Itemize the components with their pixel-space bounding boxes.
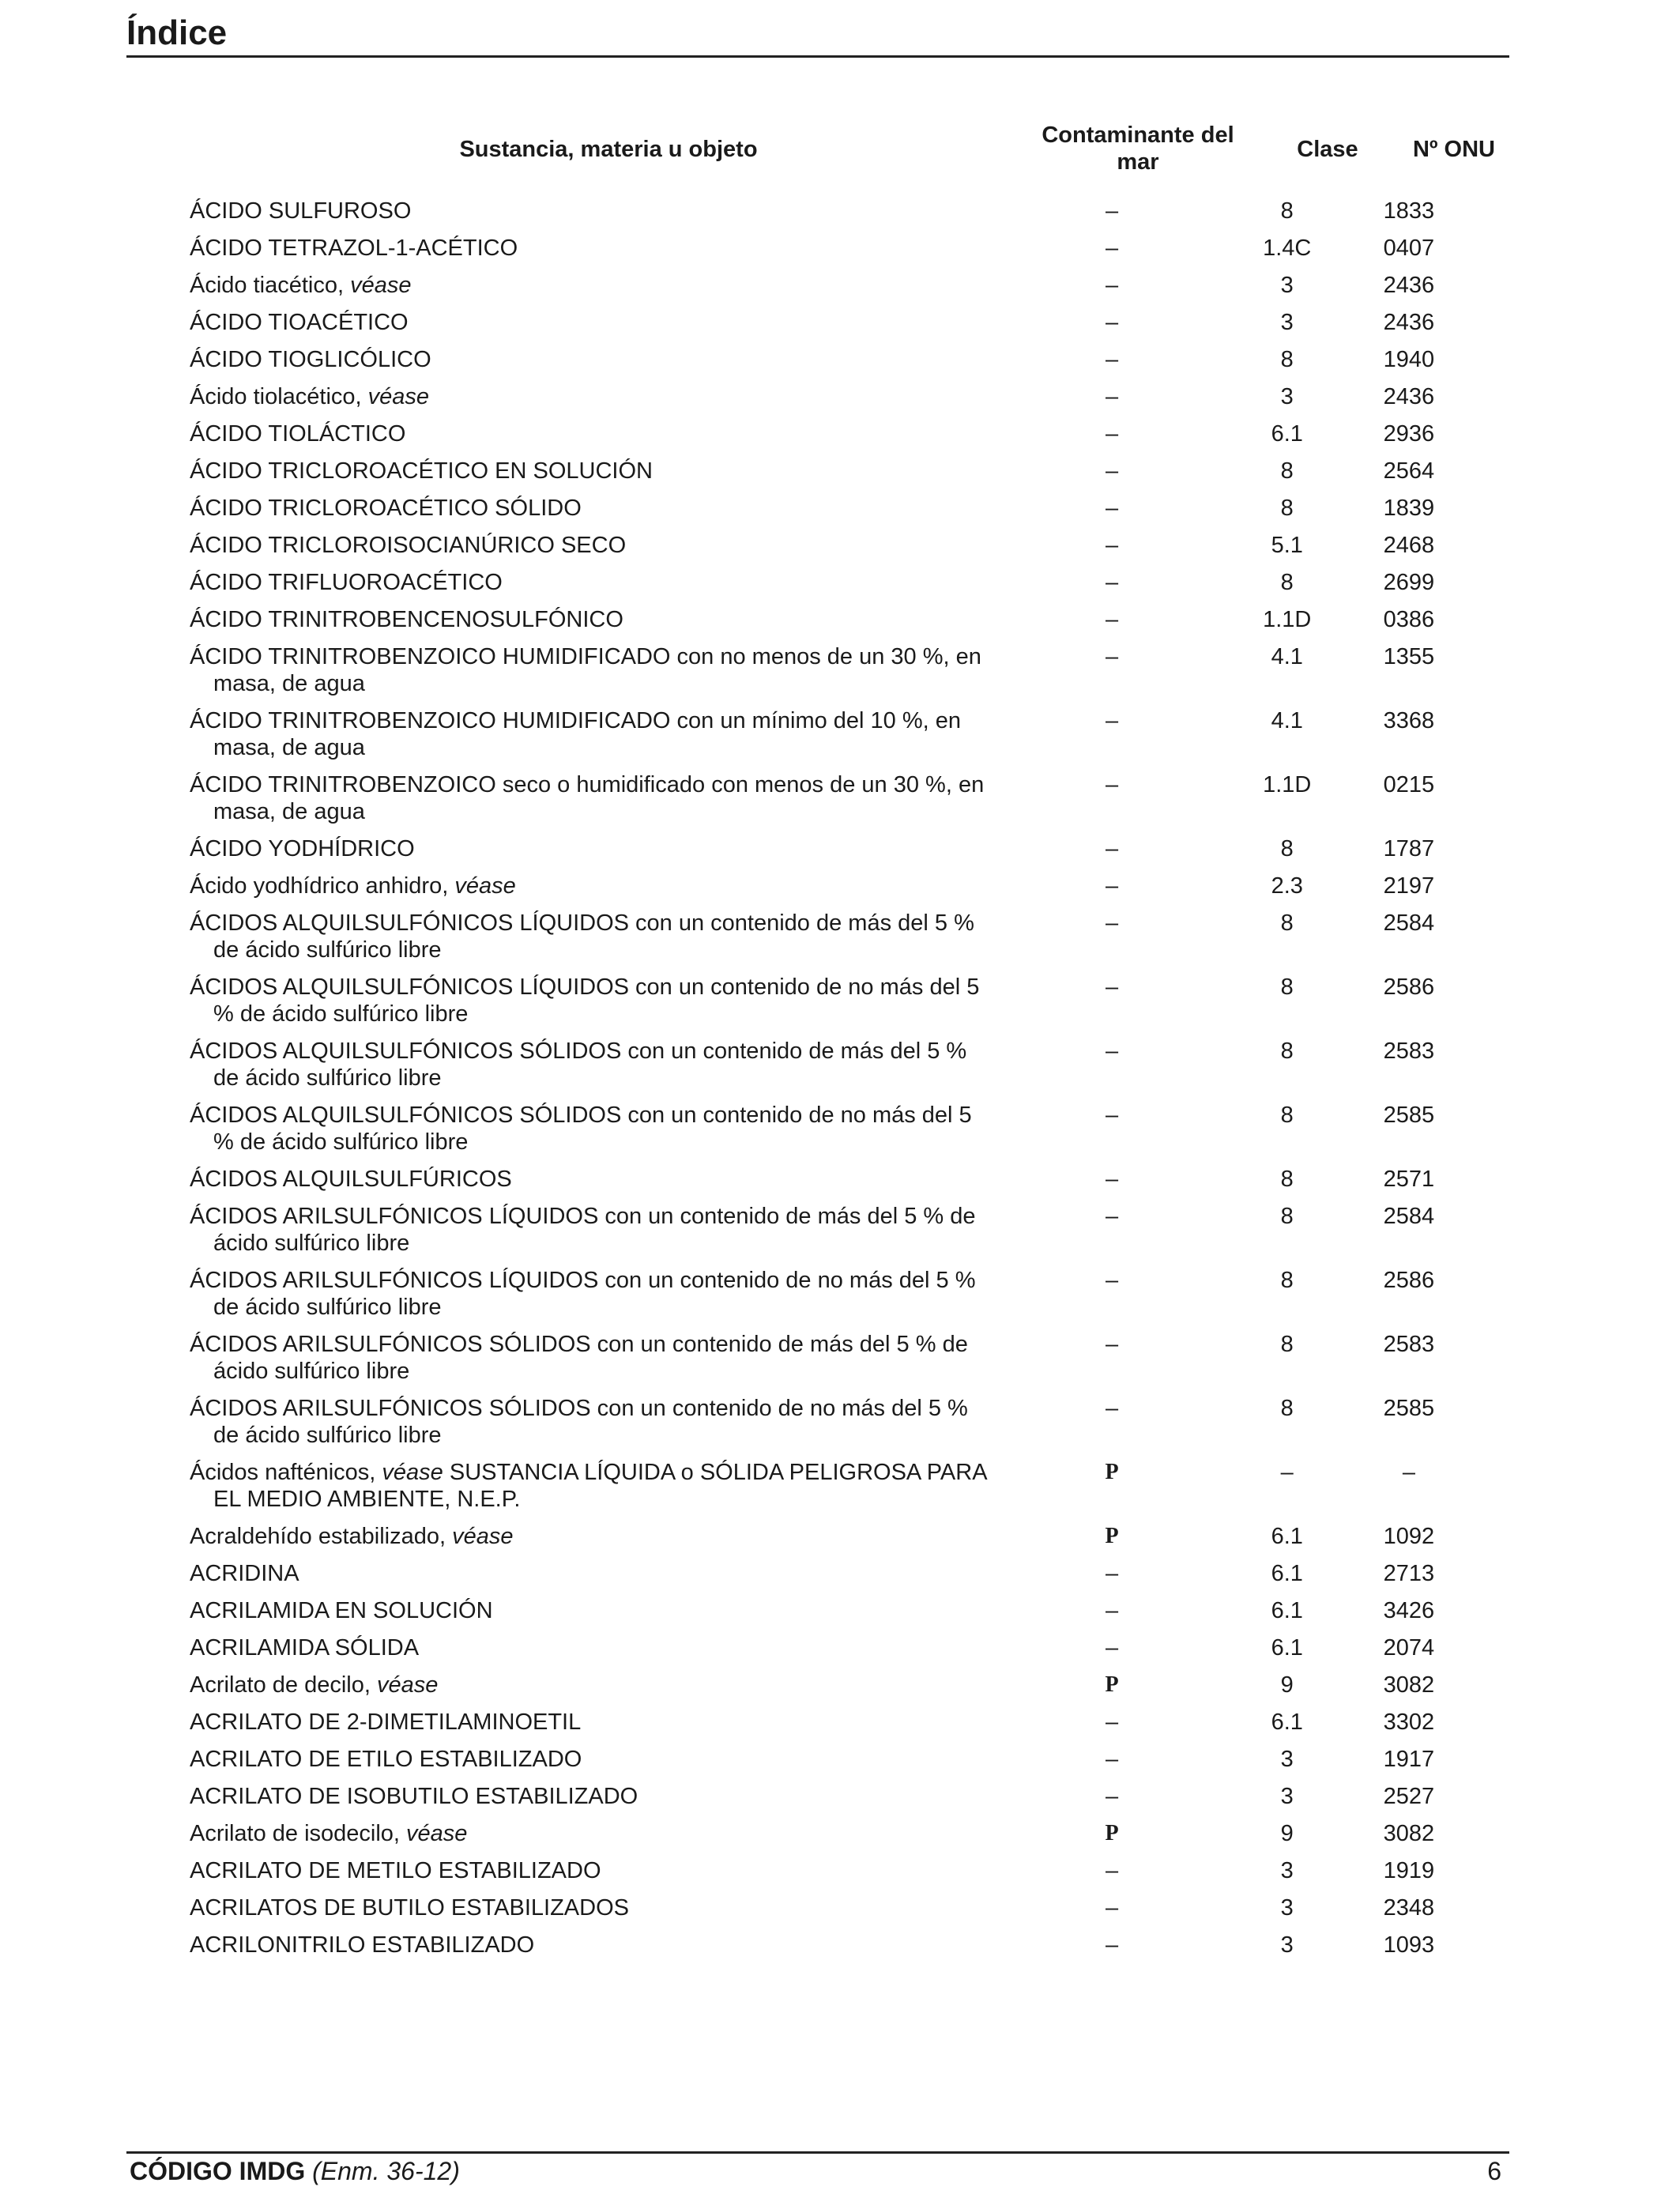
table-row (190, 383, 1470, 420)
see-reference: véase (367, 384, 430, 409)
substance-name-text: ÁCIDO YODHÍDRICO (190, 836, 415, 861)
substance-name (190, 1331, 998, 1385)
substance-name (190, 1166, 998, 1193)
class-cell: 8 (1280, 1167, 1294, 1192)
substance-name (190, 771, 998, 825)
substance-name (190, 1709, 998, 1736)
table-row (190, 643, 1470, 707)
substance-name (190, 1783, 998, 1810)
class-cell: 9 (1280, 1821, 1294, 1846)
marine-pollutant-cell: – (1106, 708, 1119, 733)
marine-pollutant-cell: – (1106, 236, 1119, 261)
un-number-cell: 3426 (1383, 1598, 1435, 1623)
marine-pollutant-cell: – (1106, 1268, 1119, 1293)
class-cell: 3 (1280, 1858, 1294, 1883)
marine-pollutant-cell: P (1105, 1672, 1119, 1697)
page-title: Índice (126, 13, 228, 52)
index-table (190, 119, 1496, 1969)
class-cell: 5.1 (1271, 533, 1303, 558)
marine-pollutant-cell: – (1106, 1396, 1119, 1421)
un-number-cell: 2585 (1383, 1103, 1435, 1128)
class-cell: 3 (1280, 1784, 1294, 1809)
substance-name-text: ÁCIDO TRIFLUOROACÉTICO (190, 570, 503, 595)
un-number-cell: 2074 (1383, 1635, 1435, 1661)
un-number-cell: 2348 (1383, 1895, 1435, 1921)
table-row (190, 569, 1470, 606)
marine-pollutant-cell: – (1106, 1039, 1119, 1064)
table-row (190, 1331, 1470, 1395)
class-cell: 1.1D (1263, 772, 1312, 797)
un-number-cell: 2583 (1383, 1332, 1435, 1357)
substance-name-text: ÁCIDOS ALQUILSULFÚRICOS (190, 1167, 512, 1192)
substance-name-text: ACRILATOS DE BUTILO ESTABILIZADOS (190, 1895, 629, 1921)
substance-name-text: ACRIDINA (190, 1561, 299, 1586)
un-number-cell: 1940 (1383, 347, 1435, 372)
un-number-cell: 2584 (1383, 910, 1435, 936)
substance-name-text: ÁCIDO TETRAZOL-1-ACÉTICO (190, 236, 518, 261)
substance-name-text: ÁCIDOS ALQUILSULFÓNICOS SÓLIDOS con un contenido de no más del 5 % de ácido sulfúrico libre (190, 1103, 972, 1155)
table-row (190, 1634, 1470, 1672)
class-cell: 8 (1280, 1204, 1294, 1229)
marine-pollutant-cell: P (1105, 1524, 1119, 1548)
table-row (190, 198, 1470, 235)
un-number-cell: 2571 (1383, 1167, 1435, 1192)
table-row (190, 1672, 1470, 1709)
substance-name (190, 420, 998, 447)
marine-pollutant-cell: – (1106, 873, 1119, 899)
table-row (190, 309, 1470, 346)
class-cell: 8 (1280, 1039, 1294, 1064)
class-cell: 8 (1280, 1268, 1294, 1293)
table-row (190, 1523, 1470, 1560)
marine-pollutant-cell: – (1106, 1167, 1119, 1192)
substance-name-tail: SUSTANCIA LÍQUIDA o SÓLIDA PELIGROSA PARA EL MEDIO AMBIENTE, N.E.P. (213, 1460, 986, 1512)
substance-name (190, 569, 998, 596)
table-row (190, 1820, 1470, 1857)
table-row (190, 1709, 1470, 1746)
marine-pollutant-cell: – (1106, 421, 1119, 447)
substance-name (190, 643, 998, 697)
substance-name-text: ÁCIDO TRICLOROACÉTICO EN SOLUCIÓN (190, 458, 653, 484)
class-cell: 8 (1280, 458, 1294, 484)
substance-name (190, 309, 998, 336)
table-row (190, 1746, 1470, 1783)
table-row (190, 1267, 1470, 1331)
un-number-cell: 0407 (1383, 236, 1435, 261)
table-row (190, 1560, 1470, 1597)
un-number-cell: 1839 (1383, 496, 1435, 521)
table-row (190, 495, 1470, 532)
marine-pollutant-cell: – (1106, 1858, 1119, 1883)
table-row (190, 1102, 1470, 1166)
marine-pollutant-cell: – (1106, 607, 1119, 632)
class-cell: 1.4C (1263, 236, 1312, 261)
substance-name (190, 1038, 998, 1091)
see-reference: véase (350, 273, 412, 298)
un-number-cell: 0215 (1383, 772, 1435, 797)
substance-name (190, 458, 998, 484)
table-row (190, 1894, 1470, 1932)
table-row (190, 873, 1470, 910)
substance-name-text: Acrilato de decilo, (190, 1672, 377, 1698)
table-row (190, 1857, 1470, 1894)
page-footer (126, 2151, 1509, 2185)
substance-name (190, 1560, 998, 1587)
substance-name-text: ACRILATO DE ETILO ESTABILIZADO (190, 1747, 582, 1772)
see-reference: véase (376, 1672, 439, 1698)
un-number-cell: – (1402, 1460, 1415, 1485)
substance-name-text: ÁCIDO TRICLOROISOCIANÚRICO SECO (190, 533, 627, 558)
substance-name-text: ÁCIDOS ALQUILSULFÓNICOS LÍQUIDOS con un contenido de más del 5 % de ácido sulfúrico libre (190, 910, 974, 963)
marine-pollutant-cell: – (1106, 198, 1119, 224)
class-cell: 2.3 (1271, 873, 1303, 899)
marine-pollutant-cell: – (1106, 310, 1119, 335)
un-number-cell: 2586 (1383, 1268, 1435, 1293)
marine-pollutant-cell: – (1106, 384, 1119, 409)
table-header (190, 119, 1496, 190)
substance-name (190, 532, 998, 559)
marine-pollutant-cell: – (1106, 273, 1119, 298)
substance-name (190, 707, 998, 761)
un-number-cell: 3368 (1383, 708, 1435, 733)
table-row (190, 606, 1470, 643)
table-row (190, 1203, 1470, 1267)
un-number-cell: 1787 (1383, 836, 1435, 861)
substance-name-text: Ácido tiolacético, (190, 384, 368, 409)
table-row (190, 1597, 1470, 1634)
un-number-cell: 2527 (1383, 1784, 1435, 1809)
see-reference: véase (406, 1821, 468, 1846)
un-number-cell: 2436 (1383, 384, 1435, 409)
table-row (190, 1038, 1470, 1102)
un-number-cell: 2583 (1383, 1039, 1435, 1064)
substance-name (190, 272, 998, 299)
class-cell: 8 (1280, 570, 1294, 595)
substance-name-text: ÁCIDO TRINITROBENZOICO HUMIDIFICADO con un mínimo del 10 %, en masa, de agua (190, 708, 962, 760)
substance-name (190, 1267, 998, 1321)
substance-name-text: Acraldehído estabilizado, (190, 1524, 453, 1549)
substance-name-text: ÁCIDO SULFUROSO (190, 198, 412, 224)
column-header-substance: Sustancia, materia u objeto (459, 137, 758, 162)
marine-pollutant-cell: – (1106, 347, 1119, 372)
substance-name (190, 1820, 998, 1847)
substance-name (190, 1746, 998, 1773)
class-cell: 8 (1280, 1332, 1294, 1357)
substance-name (190, 1203, 998, 1257)
table-row (190, 1166, 1470, 1203)
substance-name (190, 1395, 998, 1449)
substance-name (190, 1634, 998, 1661)
substance-name-text: Ácido yodhídrico anhidro, (190, 873, 455, 899)
class-cell: 4.1 (1271, 644, 1303, 669)
class-cell: 8 (1280, 1396, 1294, 1421)
un-number-cell: 2436 (1383, 310, 1435, 335)
marine-pollutant-cell: – (1106, 1598, 1119, 1623)
page-number: 6 (1487, 2157, 1501, 2185)
substance-name-text: ÁCIDOS ARILSULFÓNICOS LÍQUIDOS con un contenido de más del 5 % de ácido sulfúrico libre (190, 1204, 976, 1256)
class-cell: 6.1 (1271, 1635, 1303, 1661)
substance-name-text: ÁCIDO TIOGLICÓLICO (190, 347, 431, 372)
substance-name (190, 910, 998, 963)
substance-name (190, 1932, 998, 1958)
un-number-cell: 2468 (1383, 533, 1435, 558)
table-body (190, 198, 1470, 1969)
marine-pollutant-cell: – (1106, 1103, 1119, 1128)
marine-pollutant-cell: – (1106, 1204, 1119, 1229)
substance-name (190, 1672, 998, 1698)
column-header-marine-pollutant: Contaminante del mar (1042, 123, 1234, 175)
substance-name-text: ÁCIDOS ALQUILSULFÓNICOS LÍQUIDOS con un contenido de no más del 5 % de ácido sulfúrico libre (190, 974, 980, 1027)
un-number-cell: 2197 (1383, 873, 1435, 899)
substance-name-text: Ácido tiacético, (190, 273, 351, 298)
table-row (190, 1459, 1470, 1523)
class-cell: 8 (1280, 836, 1294, 861)
substance-name (190, 495, 998, 522)
marine-pollutant-cell: – (1106, 644, 1119, 669)
table-row (190, 346, 1470, 383)
class-cell: 3 (1280, 1747, 1294, 1772)
un-number-cell: 0386 (1383, 607, 1435, 632)
substance-name (190, 835, 998, 862)
un-number-cell: 2936 (1383, 421, 1435, 447)
un-number-cell: 1917 (1383, 1747, 1435, 1772)
class-cell: 4.1 (1271, 708, 1303, 733)
marine-pollutant-cell: P (1105, 1460, 1119, 1484)
footer-subtitle: (Enm. 36-12) (312, 2157, 460, 2185)
class-cell: 3 (1280, 310, 1294, 335)
substance-name-text: Ácidos nafténicos, (190, 1460, 382, 1485)
table-row (190, 1395, 1470, 1459)
table-row (190, 458, 1470, 495)
marine-pollutant-cell: – (1106, 1895, 1119, 1921)
marine-pollutant-cell: – (1106, 836, 1119, 861)
table-row (190, 532, 1470, 569)
see-reference: véase (454, 873, 516, 899)
substance-name-text: ÁCIDO TRICLOROACÉTICO SÓLIDO (190, 496, 582, 521)
marine-pollutant-cell: – (1106, 974, 1119, 1000)
table-row (190, 1783, 1470, 1820)
class-cell: 8 (1280, 1103, 1294, 1128)
class-cell: 6.1 (1271, 1710, 1303, 1735)
un-number-cell: 2713 (1383, 1561, 1435, 1586)
substance-name-text: ÁCIDOS ARILSULFÓNICOS SÓLIDOS con un contenido de no más del 5 % de ácido sulfúrico libre (190, 1396, 968, 1448)
un-number-cell: 1355 (1383, 644, 1435, 669)
marine-pollutant-cell: – (1106, 1635, 1119, 1661)
substance-name-text: ÁCIDOS ALQUILSULFÓNICOS SÓLIDOS con un contenido de más del 5 % de ácido sulfúrico libre (190, 1039, 967, 1091)
un-number-cell: 2436 (1383, 273, 1435, 298)
substance-name (190, 1894, 998, 1921)
un-number-cell: 2586 (1383, 974, 1435, 1000)
substance-name (190, 346, 998, 373)
substance-name-text: ACRILATO DE 2-DIMETILAMINOETIL (190, 1710, 582, 1735)
marine-pollutant-cell: – (1106, 1747, 1119, 1772)
substance-name-text: ÁCIDO TRINITROBENCENOSULFÓNICO (190, 607, 623, 632)
class-cell: 6.1 (1271, 1598, 1303, 1623)
substance-name-text: ÁCIDO TRINITROBENZOICO HUMIDIFICADO con no menos de un 30 %, en masa, de agua (190, 644, 981, 696)
table-row (190, 420, 1470, 458)
un-number-cell: 3082 (1383, 1821, 1435, 1846)
un-number-cell: 2585 (1383, 1396, 1435, 1421)
substance-name (190, 1102, 998, 1155)
un-number-cell: 1833 (1383, 198, 1435, 224)
class-cell: 6.1 (1271, 1524, 1303, 1549)
table-row (190, 272, 1470, 309)
substance-name-text: ÁCIDO TIOACÉTICO (190, 310, 409, 335)
un-number-cell: 1093 (1383, 1932, 1435, 1958)
substance-name-text: ÁCIDO TRINITROBENZOICO seco o humidificado con menos de un 30 %, en masa, de agua (190, 772, 985, 824)
un-number-cell: 2584 (1383, 1204, 1435, 1229)
class-cell: 3 (1280, 1932, 1294, 1958)
marine-pollutant-cell: – (1106, 570, 1119, 595)
substance-name-text: ACRILAMIDA SÓLIDA (190, 1635, 420, 1661)
table-row (190, 771, 1470, 835)
class-cell: 1.1D (1263, 607, 1312, 632)
page-header (126, 11, 1509, 58)
substance-name-text: ÁCIDOS ARILSULFÓNICOS SÓLIDOS con un contenido de más del 5 % de ácido sulfúrico libre (190, 1332, 968, 1384)
class-cell: – (1280, 1460, 1294, 1485)
marine-pollutant-cell: – (1106, 772, 1119, 797)
column-header-un-number: Nº ONU (1412, 137, 1496, 162)
marine-pollutant-cell: – (1106, 533, 1119, 558)
marine-pollutant-cell: – (1106, 1784, 1119, 1809)
footer-publication (130, 2155, 460, 2187)
class-cell: 8 (1280, 974, 1294, 1000)
substance-name-text: ÁCIDOS ARILSULFÓNICOS LÍQUIDOS con un contenido de no más del 5 % de ácido sulfúrico libre (190, 1268, 976, 1320)
class-cell: 3 (1280, 1895, 1294, 1921)
substance-name-text: ACRILAMIDA EN SOLUCIÓN (190, 1598, 493, 1623)
marine-pollutant-cell: – (1106, 1332, 1119, 1357)
substance-name (190, 1597, 998, 1624)
class-cell: 8 (1280, 910, 1294, 936)
un-number-cell: 1092 (1383, 1524, 1435, 1549)
class-cell: 3 (1280, 273, 1294, 298)
substance-name-text: ÁCIDO TIOLÁCTICO (190, 421, 406, 447)
class-cell: 8 (1280, 198, 1294, 224)
class-cell: 8 (1280, 347, 1294, 372)
table-row (190, 835, 1470, 873)
substance-name (190, 974, 998, 1027)
substance-name (190, 198, 998, 224)
class-cell: 6.1 (1271, 1561, 1303, 1586)
un-number-cell: 1919 (1383, 1858, 1435, 1883)
substance-name-text: ACRILATO DE ISOBUTILO ESTABILIZADO (190, 1784, 638, 1809)
substance-name (190, 235, 998, 262)
class-cell: 9 (1280, 1672, 1294, 1698)
class-cell: 8 (1280, 496, 1294, 521)
table-row (190, 235, 1470, 272)
marine-pollutant-cell: – (1106, 1561, 1119, 1586)
un-number-cell: 2699 (1383, 570, 1435, 595)
table-row (190, 910, 1470, 974)
marine-pollutant-cell: – (1106, 1932, 1119, 1958)
un-number-cell: 3302 (1383, 1710, 1435, 1735)
substance-name (190, 873, 998, 899)
substance-name (190, 383, 998, 410)
substance-name-text: Acrilato de isodecilo, (190, 1821, 407, 1846)
column-header-class: Clase (1297, 137, 1358, 162)
substance-name (190, 606, 998, 633)
un-number-cell: 2564 (1383, 458, 1435, 484)
class-cell: 3 (1280, 384, 1294, 409)
substance-name-text: ACRILONITRILO ESTABILIZADO (190, 1932, 535, 1958)
see-reference: véase (452, 1524, 514, 1549)
marine-pollutant-cell: – (1106, 458, 1119, 484)
substance-name-text: ACRILATO DE METILO ESTABILIZADO (190, 1858, 601, 1883)
footer-title: CÓDIGO IMDG (130, 2157, 306, 2185)
substance-name (190, 1857, 998, 1884)
see-reference: véase (382, 1460, 443, 1485)
substance-name (190, 1459, 998, 1513)
un-number-cell: 3082 (1383, 1672, 1435, 1698)
table-row (190, 1932, 1470, 1969)
marine-pollutant-cell: P (1105, 1821, 1119, 1845)
marine-pollutant-cell: – (1106, 496, 1119, 521)
marine-pollutant-cell: – (1106, 910, 1119, 936)
substance-name (190, 1523, 998, 1550)
table-row (190, 707, 1470, 771)
marine-pollutant-cell: – (1106, 1710, 1119, 1735)
table-row (190, 974, 1470, 1038)
class-cell: 6.1 (1271, 421, 1303, 447)
